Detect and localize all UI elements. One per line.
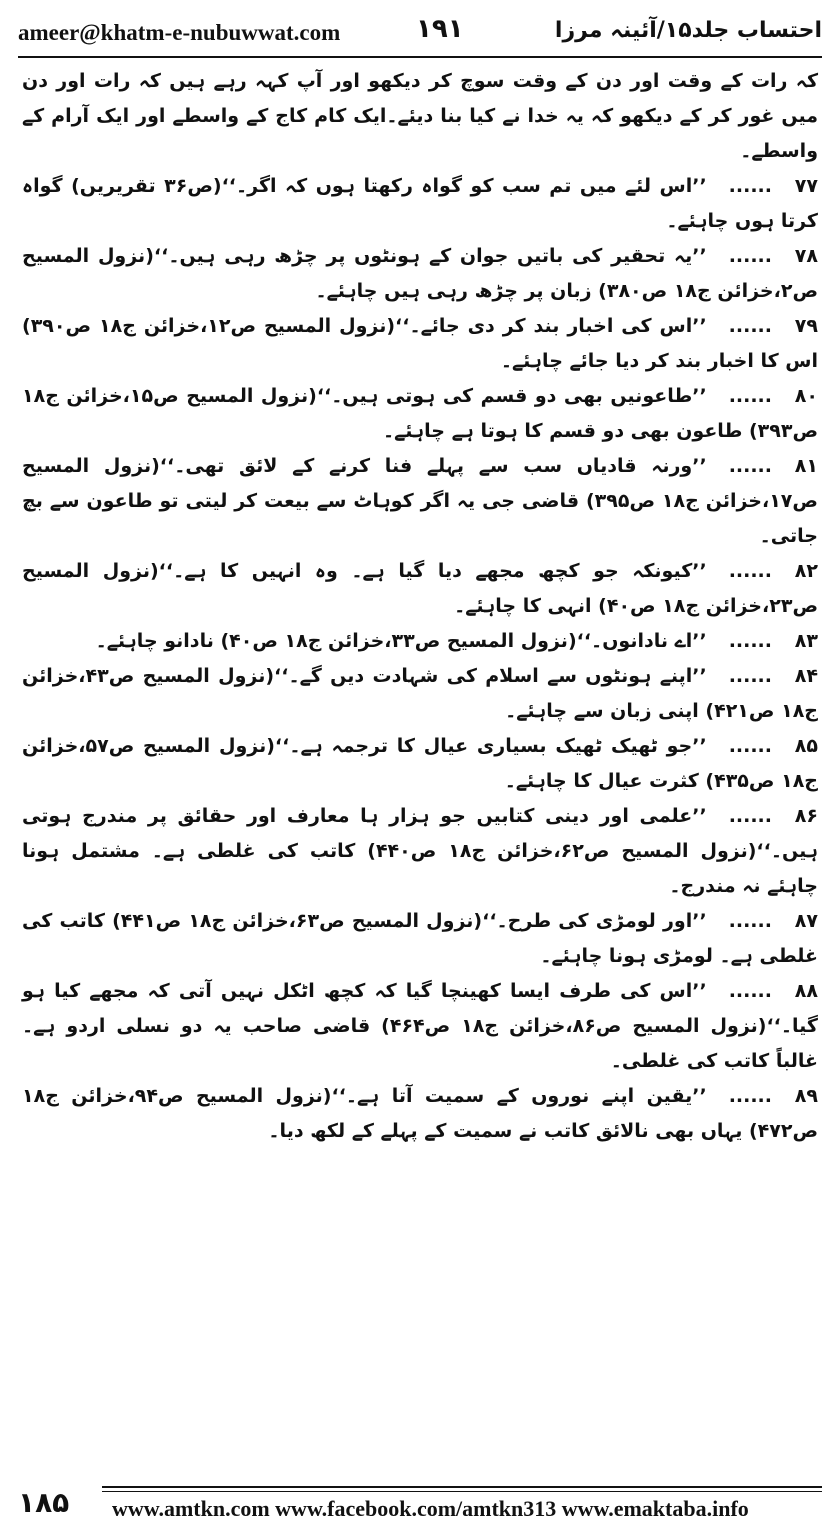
item-text: ’’اے نادانوں۔‘‘(نزول المسیح ص۳۳،خزائن ج۱۸ ص۴۰) نادانو چاہئے۔: [95, 630, 707, 652]
item-number: ۷۸: [794, 245, 818, 267]
list-item: [22, 659, 818, 729]
list-item: [22, 799, 818, 904]
list-item: [22, 974, 818, 1079]
list-item: [22, 1079, 818, 1149]
item-text: ’’ورنہ قادیاں سب سے پہلے فنا کرنے کے لائق تھی۔‘‘(نزول المسیح ص۱۷،خزائن ج۱۸ ص۳۹۵) قاضی جی یہ اگر کوہاٹ سے بیعت کر لیتی تو طاعون سے بچ جاتی۔: [22, 455, 818, 547]
list-item: [22, 379, 818, 449]
item-number: ۸۵: [794, 735, 818, 757]
item-dots: ......: [728, 175, 772, 197]
item-dots: ......: [728, 1085, 772, 1107]
list-item: [22, 449, 818, 554]
item-number: ۸۳: [794, 630, 818, 652]
item-dots: ......: [728, 980, 772, 1002]
list-item: [22, 729, 818, 799]
page-header: [18, 14, 822, 54]
footer-divider-thick: [102, 1486, 822, 1488]
list-item: [22, 904, 818, 974]
item-number: ۸۸: [794, 980, 818, 1002]
item-text: ’’اس کی طرف ایسا کھینچا گیا کہ کچھ اٹکل نہیں آتی کہ مجھے کیا ہو گیا۔‘‘(نزول المسیح ص۸۶،خزائن ج۱۸ ص۴۶۴) قاضی صاحب یہ دو نسلی اردو ہے۔ غالباً کاتب کی غلطی۔: [22, 980, 818, 1072]
item-text: ’’اس لئے میں تم سب کو گواہ رکھتا ہوں کہ اگر۔‘‘(ص۳۶ تقریریں) گواہ کرتا ہوں چاہئے۔: [22, 175, 818, 232]
item-dots: ......: [728, 315, 772, 337]
item-dots: ......: [728, 735, 772, 757]
item-text: ’’یہ تحقیر کی باتیں جوان کے ہونٹوں پر چڑھ رہی ہیں۔‘‘(نزول المسیح ص۲،خزائن ج۱۸ ص۳۸۰) زبان پر چڑھ رہی ہیں چاہئے۔: [22, 245, 818, 302]
footer-links: www.amtkn.com www.facebook.com/amtkn313 www.emaktaba.info: [112, 1496, 749, 1521]
header-page-number: ۱۹۱: [416, 14, 464, 44]
item-text: ’’جو ٹھیک ٹھیک بسیاری عیال کا ترجمہ ہے۔‘‘(نزول المسیح ص۵۷،خزائن ج۱۸ ص۴۳۵) کثرت عیال کا چاہئے۔: [22, 735, 818, 792]
item-text: ’’اس کی اخبار بند کر دی جائے۔‘‘(نزول المسیح ص۱۲،خزائن ج۱۸ ص۳۹۰) اس کا اخبار بند کر دیا جائے چاہئے۔: [22, 315, 818, 372]
item-number: ۸۶: [794, 805, 818, 827]
item-text: ’’اپنے ہونٹوں سے اسلام کی شہادت دیں گے۔‘‘(نزول المسیح ص۴۳،خزائن ج۱۸ ص۴۲۱) اپنی زبان سے چاہئے۔: [22, 665, 818, 722]
header-email: ameer@khatm-e-nubuwwat.com: [18, 20, 341, 45]
header-divider: [18, 56, 822, 58]
page-body: [22, 64, 818, 1464]
item-dots: ......: [728, 455, 772, 477]
item-dots: ......: [728, 665, 772, 687]
item-number: ۸۴: [794, 665, 818, 687]
item-dots: ......: [728, 245, 772, 267]
item-text: ’’اور لومڑی کی طرح۔‘‘(نزول المسیح ص۶۳،خزائن ج۱۸ ص۴۴۱) کاتب کی غلطی ہے۔ لومڑی ہونا چاہئے۔: [22, 910, 818, 967]
item-text: ’’یقین اپنے نوروں کے سمیت آتا ہے۔‘‘(نزول المسیح ص۹۴،خزائن ج۱۸ ص۴۷۲) یہاں بھی نالائق کاتب نے سمیت کے پہلے کے لکھ دیا۔: [22, 1085, 818, 1142]
list-item: [22, 169, 818, 239]
list-item: [22, 309, 818, 379]
item-dots: ......: [728, 385, 772, 407]
item-dots: ......: [728, 805, 772, 827]
intro-paragraph: کہ رات کے وقت اور دن کے وقت سوچ کر دیکھو اور آپ کہہ رہے ہیں کہ رات اور دن میں غور کر کے دیکھو کہ یہ خدا نے کیا بنا دیئے۔ایک کام کاج کے واسطے اور ایک آرام کے واسطے۔: [22, 70, 818, 162]
item-number: ۸۹: [794, 1085, 818, 1107]
item-number: ۷۹: [794, 315, 818, 337]
item-text: ’’کیونکہ جو کچھ مجھے دیا گیا ہے۔ وہ انہیں کا ہے۔‘‘(نزول المسیح ص۲۳،خزائن ج۱۸ ص۴۰) انہی کا چاہئے۔: [22, 560, 818, 617]
item-dots: ......: [728, 630, 772, 652]
item-number: ۷۷: [794, 175, 818, 197]
footer-divider-thin: [102, 1491, 822, 1492]
item-dots: ......: [728, 910, 772, 932]
item-text: ’’طاعونیں بھی دو قسم کی ہوتی ہیں۔‘‘(نزول المسیح ص۱۵،خزائن ج۱۸ ص۳۹۳) طاعون بھی دو قسم کا ہوتا ہے چاہئے۔: [22, 385, 818, 442]
list-item: [22, 624, 818, 659]
item-number: ۸۰: [794, 385, 818, 407]
item-text: ’’علمی اور دینی کتابیں جو ہزار ہا معارف اور حقائق پر مندرج ہوتی ہیں۔‘‘(نزول المسیح ص۶۲،خزائن ج۱۸ ص۴۴۰) کاتب کی غلطی ہے۔ مشتمل ہونا چاہئے نہ مندرج۔: [22, 805, 818, 897]
item-number: ۸۱: [794, 455, 818, 477]
item-dots: ......: [728, 560, 772, 582]
item-number: ۸۲: [794, 560, 818, 582]
header-book-title: احتساب جلد۱۵/آئینہ مرزا: [554, 18, 822, 43]
item-number: ۸۷: [794, 910, 818, 932]
page-footer: [18, 1480, 822, 1526]
list-item: [22, 554, 818, 624]
list-item: [22, 239, 818, 309]
footer-page-number: ۱۸۵: [18, 1486, 70, 1519]
